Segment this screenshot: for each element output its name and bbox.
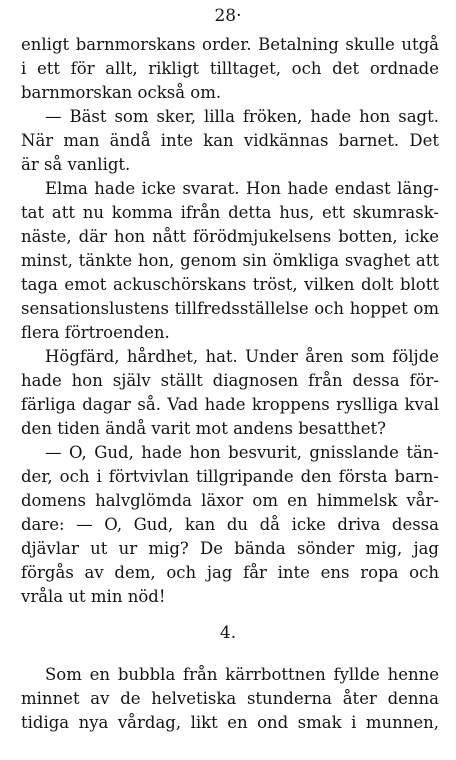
text-line: minst, tänkte hon, genom sin ömkliga svaghet att (21, 251, 439, 270)
text-line: färliga dagar så. Vad hade kroppens ryslliga kval (21, 395, 439, 414)
text-line: taga emot ackuschörskans tröst, vilken dolt blott (21, 275, 439, 294)
page-number: 28· (214, 6, 242, 26)
text-line: domens halvglömda läxor om en himmelsk vår- (21, 491, 439, 510)
text-line: — O, Gud, hade hon besvurit, gnisslande tän- (45, 443, 439, 462)
text-line: vråla ut min nöd! (21, 587, 166, 606)
chapter-number: 4. (219, 623, 237, 643)
text-line: — Bäst som sker, lilla fröken, hade hon sagt. (45, 107, 439, 126)
text-line: i ett för allt, rikligt tilltaget, och det ordnade (21, 59, 439, 78)
text-line: förgås av dem, och jag får inte ens ropa och (21, 563, 439, 582)
text-line: enligt barnmorskans order. Betalning skulle utgå (21, 35, 439, 54)
text-line: djävlar ut ur mig? De bända sönder mig, jag (21, 539, 439, 558)
text-line: Som en bubbla från kärrbottnen fyllde henne (45, 665, 439, 684)
text-line: den tiden ändå varit mot andens besatthet? (21, 419, 386, 438)
text-line: der, och i förtvivlan tillgripande den första barn- (21, 467, 439, 486)
text-line: dare: — O, Gud, kan du då icke driva dessa (21, 515, 439, 534)
text-line: minnet av de helvetiska stunderna åter denna (21, 689, 439, 708)
text-line: tidiga nya vårdag, likt en ond smak i munnen, (21, 713, 439, 732)
text-line: Elma hade icke svarat. Hon hade endast läng- (45, 179, 439, 198)
text-line: flera förtroenden. (21, 323, 170, 342)
text-line: barnmorskan också om. (21, 83, 222, 102)
text-line: är så vanligt. (21, 155, 131, 174)
text-line: sensationslustens tillfredsställelse och hoppet om (21, 299, 439, 318)
text-line: hade hon själv ställt diagnosen från dessa för- (21, 371, 439, 390)
text-line: tat att nu komma ifrån detta hus, ett skumrask- (21, 203, 439, 222)
text-line: näste, där hon nått förödmjukelsens botten, icke (21, 227, 439, 246)
text-line: Högfärd, hårdhet, hat. Under åren som följde (45, 347, 439, 366)
text-line: När man ändå inte kan vidkännas barnet. Det (21, 131, 439, 150)
